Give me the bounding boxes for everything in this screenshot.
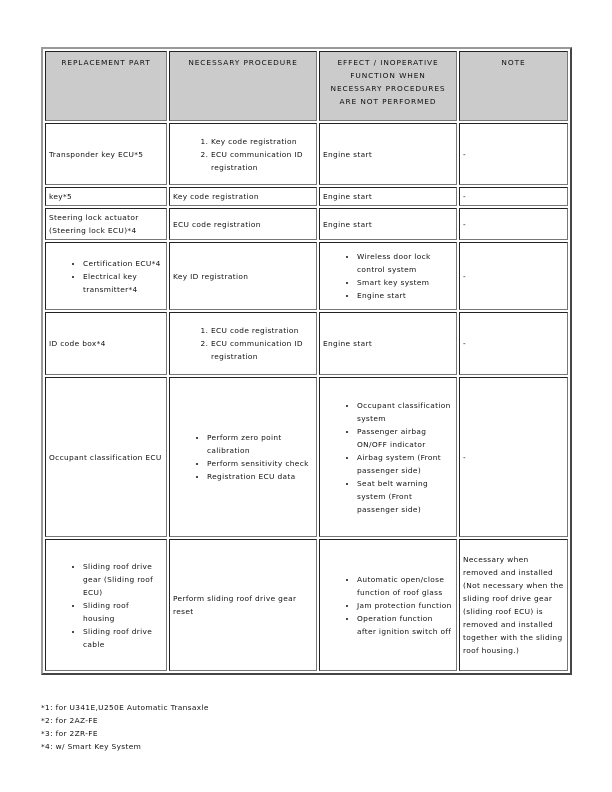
effect-cell	[319, 539, 457, 671]
effect-cell: Engine start	[319, 312, 457, 375]
procedure-item: 2. ECU communication ID registration	[211, 337, 313, 363]
effect-item: • Passenger airbag ON/OFF indicator	[357, 425, 453, 451]
table-row	[45, 187, 568, 206]
procedure-cell	[169, 377, 317, 537]
effect-cell: Engine start	[319, 187, 457, 206]
procedure-item: • Registration ECU data	[207, 470, 313, 483]
note-cell: -	[459, 208, 568, 240]
procedure-cell: Key code registration	[169, 187, 317, 206]
effect-cell	[319, 377, 457, 537]
effect-item: • Jam protection function	[357, 599, 453, 612]
header-replacement-part: REPLACEMENT PART	[45, 51, 167, 121]
part-cell: Transponder key ECU*5	[45, 123, 167, 185]
table-row	[45, 312, 568, 375]
part-item: • Sliding roof housing	[83, 599, 163, 625]
procedure-item: 2. ECU communication ID registration	[211, 148, 313, 174]
effect-item: • Seat belt warning system (Front passenger side)	[357, 477, 453, 516]
note-cell: -	[459, 187, 568, 206]
effect-cell: Engine start	[319, 208, 457, 240]
effect-cell: Engine start	[319, 123, 457, 185]
note-cell: -	[459, 377, 568, 537]
part-item: • Sliding roof drive gear (Sliding roof ECU)	[83, 560, 163, 599]
part-cell	[45, 539, 167, 671]
procedure-item: 1. Key code registration	[211, 135, 313, 148]
header-note: NOTE	[459, 51, 568, 121]
table-header-row	[45, 51, 568, 121]
part-cell: ID code box*4	[45, 312, 167, 375]
footnote: *3: for 2ZR-FE	[41, 729, 98, 738]
procedure-cell: Perform sliding roof drive gear reset	[169, 539, 317, 671]
effect-cell	[319, 242, 457, 310]
procedure-cell	[169, 123, 317, 185]
table-row	[45, 123, 568, 185]
effect-item: • Operation function after ignition switch off	[357, 612, 453, 638]
footnote: *4: w/ Smart Key System	[41, 742, 142, 751]
part-cell: Occupant classification ECU	[45, 377, 167, 537]
header-necessary-procedure: NECESSARY PROCEDURE	[169, 51, 317, 121]
part-cell: Steering lock actuator (Steering lock ECU)*4	[45, 208, 167, 240]
footnote: *1: for U341E,U250E Automatic Transaxle	[41, 703, 209, 712]
table-row	[45, 539, 568, 671]
part-item: • Sliding roof drive cable	[83, 625, 163, 651]
footnotes	[41, 701, 209, 753]
note-cell: -	[459, 312, 568, 375]
replacement-procedure-table	[41, 47, 572, 675]
procedure-item: • Perform zero point calibration	[207, 431, 313, 457]
part-item: • Certification ECU*4	[83, 257, 163, 270]
effect-item: • Wireless door lock control system	[357, 250, 453, 276]
note-cell: -	[459, 242, 568, 310]
procedure-cell: Key ID registration	[169, 242, 317, 310]
part-item: • Electrical key transmitter*4	[83, 270, 163, 296]
effect-item: • Occupant classification system	[357, 399, 453, 425]
table-row	[45, 208, 568, 240]
procedure-item: • Perform sensitivity check	[207, 457, 313, 470]
effect-item: • Automatic open/close function of roof glass	[357, 573, 453, 599]
note-cell: Necessary when removed and installed (Not necessary when the sliding roof drive gear (sliding roof ECU) is removed and installed together with the sliding roof housing.)	[459, 539, 568, 671]
effect-item: • Engine start	[357, 289, 453, 302]
effect-item: • Airbag system (Front passenger side)	[357, 451, 453, 477]
part-cell	[45, 242, 167, 310]
procedure-cell: ECU code registration	[169, 208, 317, 240]
procedure-item: 1. ECU code registration	[211, 324, 313, 337]
table-row	[45, 377, 568, 537]
part-cell: key*5	[45, 187, 167, 206]
header-effect: EFFECT / INOPERATIVE FUNCTION WHEN NECESSARY PROCEDURES ARE NOT PERFORMED	[319, 51, 457, 121]
table-row	[45, 242, 568, 310]
procedure-cell	[169, 312, 317, 375]
note-cell: -	[459, 123, 568, 185]
footnote: *2: for 2AZ-FE	[41, 716, 98, 725]
effect-item: • Smart key system	[357, 276, 453, 289]
